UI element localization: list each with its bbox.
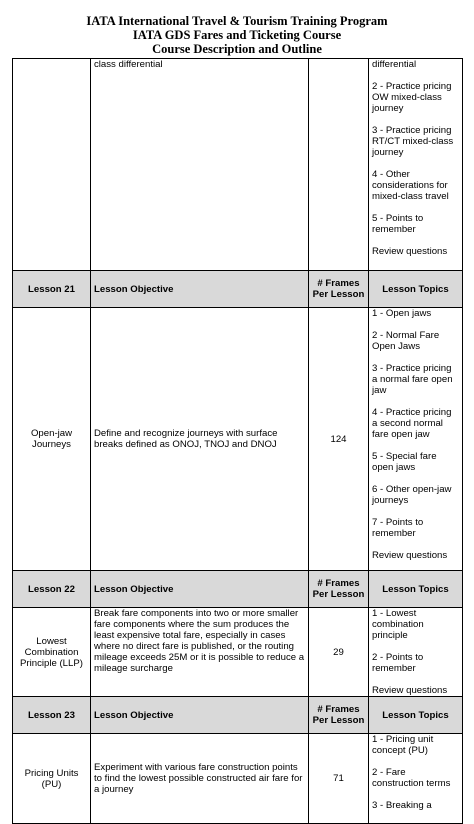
topic-item: 3 - Practice pricing RT/CT mixed-class journey [372,125,454,158]
lesson-name-cell: Open-jaw Journeys [13,308,91,571]
frames-cell: 29 [309,608,369,697]
lesson-name-cell: Lowest Combination Principle (LLP) [13,608,91,697]
topic-item: 6 - Other open-jaw journeys [372,484,452,506]
lesson-name-cell [13,59,91,271]
table-row-continued [13,59,463,271]
lesson-number-header: Lesson 22 [13,571,91,608]
lesson-row [13,734,463,824]
lesson-number-header: Lesson 23 [13,697,91,734]
lesson-row [13,308,463,571]
topic-item: 2 - Points to remember [372,652,424,674]
header-course-title: IATA GDS Fares and Ticketing Course [132,28,342,42]
lesson-topics-header: Lesson Topics [369,697,463,734]
topic-item: differential [372,59,417,70]
frames-header: # Frames Per Lesson [309,271,369,308]
topic-item: 4 - Other considerations for mixed-class travel [372,169,449,202]
frames-header: # Frames Per Lesson [309,697,369,734]
lesson-header-row [13,571,463,608]
lesson-objective-header: Lesson Objective [91,697,309,734]
topic-item: 3 - Breaking a [372,800,432,811]
topic-item: 1 - Lowest combination principle [372,608,424,641]
lesson-header-row [13,271,463,308]
topic-item: Review questions [372,550,448,561]
lesson-row [13,608,463,697]
lesson-objective-cell: Define and recognize journeys with surface breaks defined as ONOJ, TNOJ and DNOJ [91,308,309,571]
topic-item: Review questions [372,246,448,257]
header-section-title: Course Description and Outline [152,42,322,56]
topic-item: 3 - Practice pricing a normal fare open jaw [372,363,453,396]
lesson-header-row [13,697,463,734]
topic-item: 5 - Points to remember [372,213,424,235]
lesson-topics-cell [369,59,463,271]
topic-item: 2 - Practice pricing OW mixed-class journey [372,81,452,114]
topic-item: Review questions [372,685,448,696]
lesson-objective-header: Lesson Objective [91,571,309,608]
frames-cell: 124 [309,308,369,571]
topic-item: 1 - Pricing unit concept (PU) [372,734,434,756]
lesson-topics-cell [369,734,463,824]
topic-item: 5 - Special fare open jaws [372,451,437,473]
lesson-objective-cell [91,59,309,271]
frames-header: # Frames Per Lesson [309,571,369,608]
lesson-objective-cell: Experiment with various fare construction points to find the lowest possible constructed air fare for a journey [91,734,309,824]
objective-text: class differential [94,59,163,70]
lesson-topics-header: Lesson Topics [369,271,463,308]
frames-cell: 71 [309,734,369,824]
lesson-topics-cell [369,308,463,571]
course-outline-table [12,58,463,824]
lesson-topics-header: Lesson Topics [369,571,463,608]
lesson-number-header: Lesson 21 [13,271,91,308]
topic-item: 1 - Open jaws [372,308,432,319]
frames-cell [309,59,369,271]
lesson-name-cell: Pricing Units (PU) [13,734,91,824]
topic-item: 4 - Practice pricing a second normal fare open jaw [372,407,452,440]
lesson-objective-header: Lesson Objective [91,271,309,308]
header-program-title: IATA International Travel & Tourism Training Program [86,14,388,28]
lesson-topics-cell [369,608,463,697]
topic-item: 2 - Normal Fare Open Jaws [372,330,440,352]
page-header [0,0,474,56]
topic-item: 2 - Fare construction terms [372,767,451,789]
topic-item: 7 - Points to remember [372,517,424,539]
lesson-objective-cell: Break fare components into two or more smaller fare components where the sum produces the least expensive total fare, especially in cases where no direct fare is published, or the routing mileage exceeds 25M or it is possible to reduce a mileage surcharge [91,608,309,697]
